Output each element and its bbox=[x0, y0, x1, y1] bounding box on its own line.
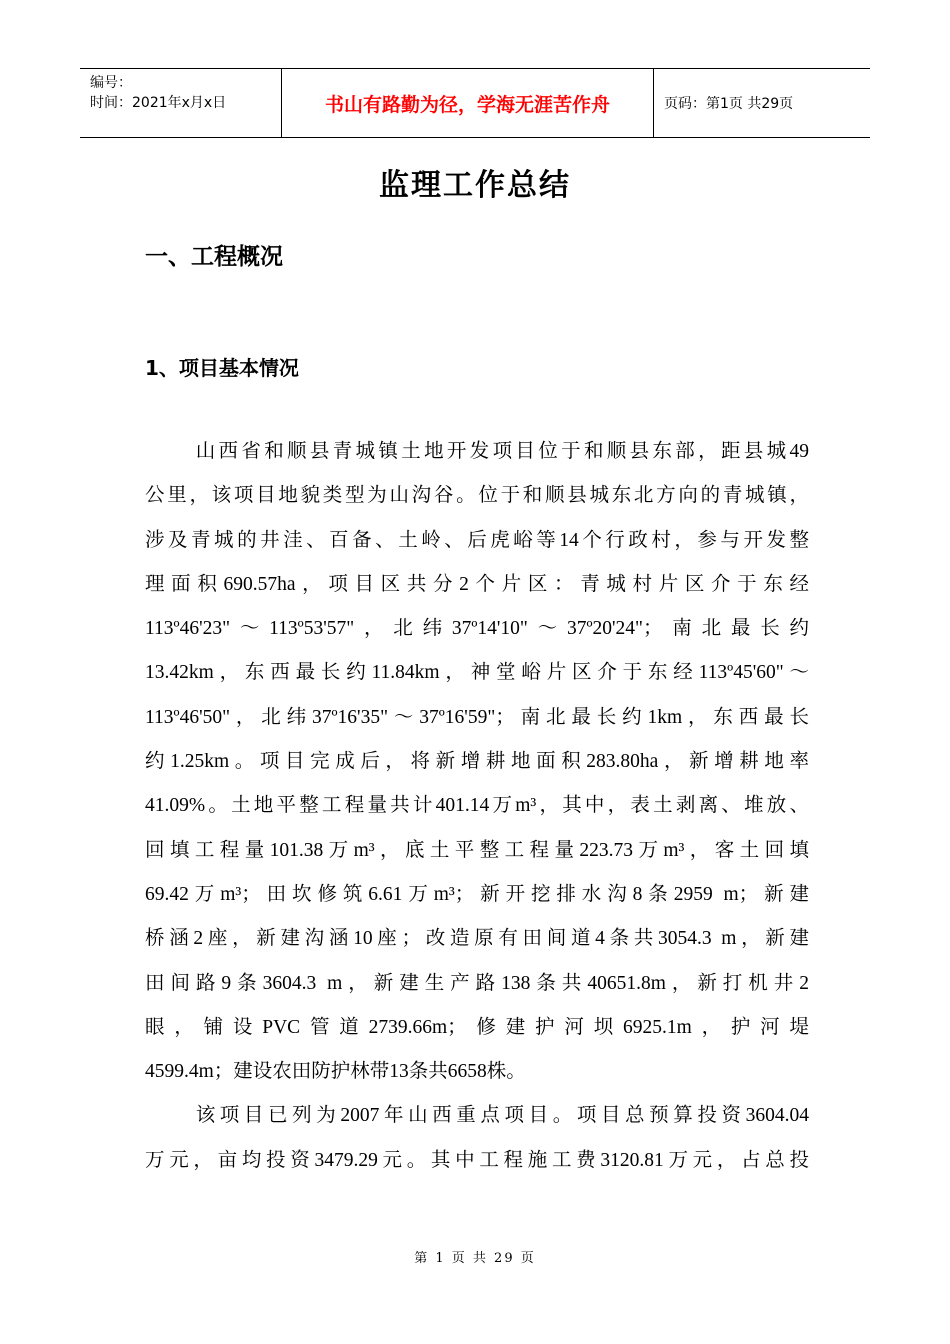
text-line: 13.42km，东西最长约11.84km，神堂峪片区介于东经113º45'60"～ bbox=[145, 662, 809, 684]
number-label: 编号： bbox=[90, 75, 132, 91]
body-text bbox=[145, 430, 809, 1183]
paragraph-2 bbox=[145, 1094, 809, 1183]
header-meta bbox=[80, 69, 282, 137]
text-line: 理面积690.57ha，项目区共分2个片区：青城村片区介于东经 bbox=[145, 573, 809, 595]
section-heading: 一、工程概况 bbox=[145, 244, 283, 270]
text-line: 万元，亩均投资3479.29元。其中工程施工费3120.81万元，占总投 bbox=[145, 1149, 809, 1171]
text-line: 41.09%。土地平整工程量共计401.14万m³，其中，表土剥离、堆放、 bbox=[145, 795, 809, 817]
document-header bbox=[80, 68, 870, 138]
text-line: 田间路9条3604.3 m，新建生产路138条共40651.8m，新打机井2 bbox=[145, 972, 809, 994]
text-line: 113º46'50"，北纬37º16'35"～37º16'59"；南北最长约1km，东西最长 bbox=[145, 706, 809, 728]
header-motto: 书山有路勤为径，学海无涯苦作舟 bbox=[282, 69, 654, 137]
text-line: 回填工程量101.38万m³，底土平整工程量223.73万m³，客土回填 bbox=[145, 839, 809, 861]
text-line: 该项目已列为2007年山西重点项目。项目总预算投资3604.04 bbox=[195, 1105, 809, 1127]
header-page-info: 页码：第1页 共29页 bbox=[664, 96, 794, 112]
text-line: 公里，该项目地貌类型为山沟谷。位于和顺县城东北方向的青城镇， bbox=[145, 485, 809, 507]
text-line: 桥涵2座，新建沟涵10座；改造原有田间道4条共3054.3 m，新建 bbox=[145, 928, 809, 950]
page-footer: 第 1 页 共 29 页 bbox=[414, 1251, 536, 1266]
text-line: 113º46'23"～113º53'57"，北纬37º14'10"～37º20'24"；南北最长约 bbox=[145, 618, 809, 640]
paragraph-1 bbox=[145, 430, 809, 1094]
text-line: 69.42万m³；田坎修筑6.61万m³；新开挖排水沟8条2959 m；新建 bbox=[145, 883, 809, 905]
subsection-heading: 1、项目基本情况 bbox=[145, 356, 299, 380]
text-line: 山西省和顺县青城镇土地开发项目位于和顺县东部，距县城49 bbox=[195, 441, 809, 462]
text-line: 4599.4m；建设农田防护林带13条共6658株。 bbox=[145, 1061, 526, 1083]
text-line: 眼，铺设PVC管道2739.66m；修建护河坝6925.1m，护河堤 bbox=[145, 1016, 809, 1038]
text-line: 约1.25km。项目完成后，将新增耕地面积283.80ha，新增耕地率 bbox=[145, 751, 809, 773]
text-line: 涉及青城的井洼、百备、土岭、后虎峪等14个行政村，参与开发整 bbox=[145, 529, 809, 551]
time-label: 时间：2021年x月x日 bbox=[90, 95, 227, 111]
document-title: 监理工作总结 bbox=[379, 168, 571, 203]
